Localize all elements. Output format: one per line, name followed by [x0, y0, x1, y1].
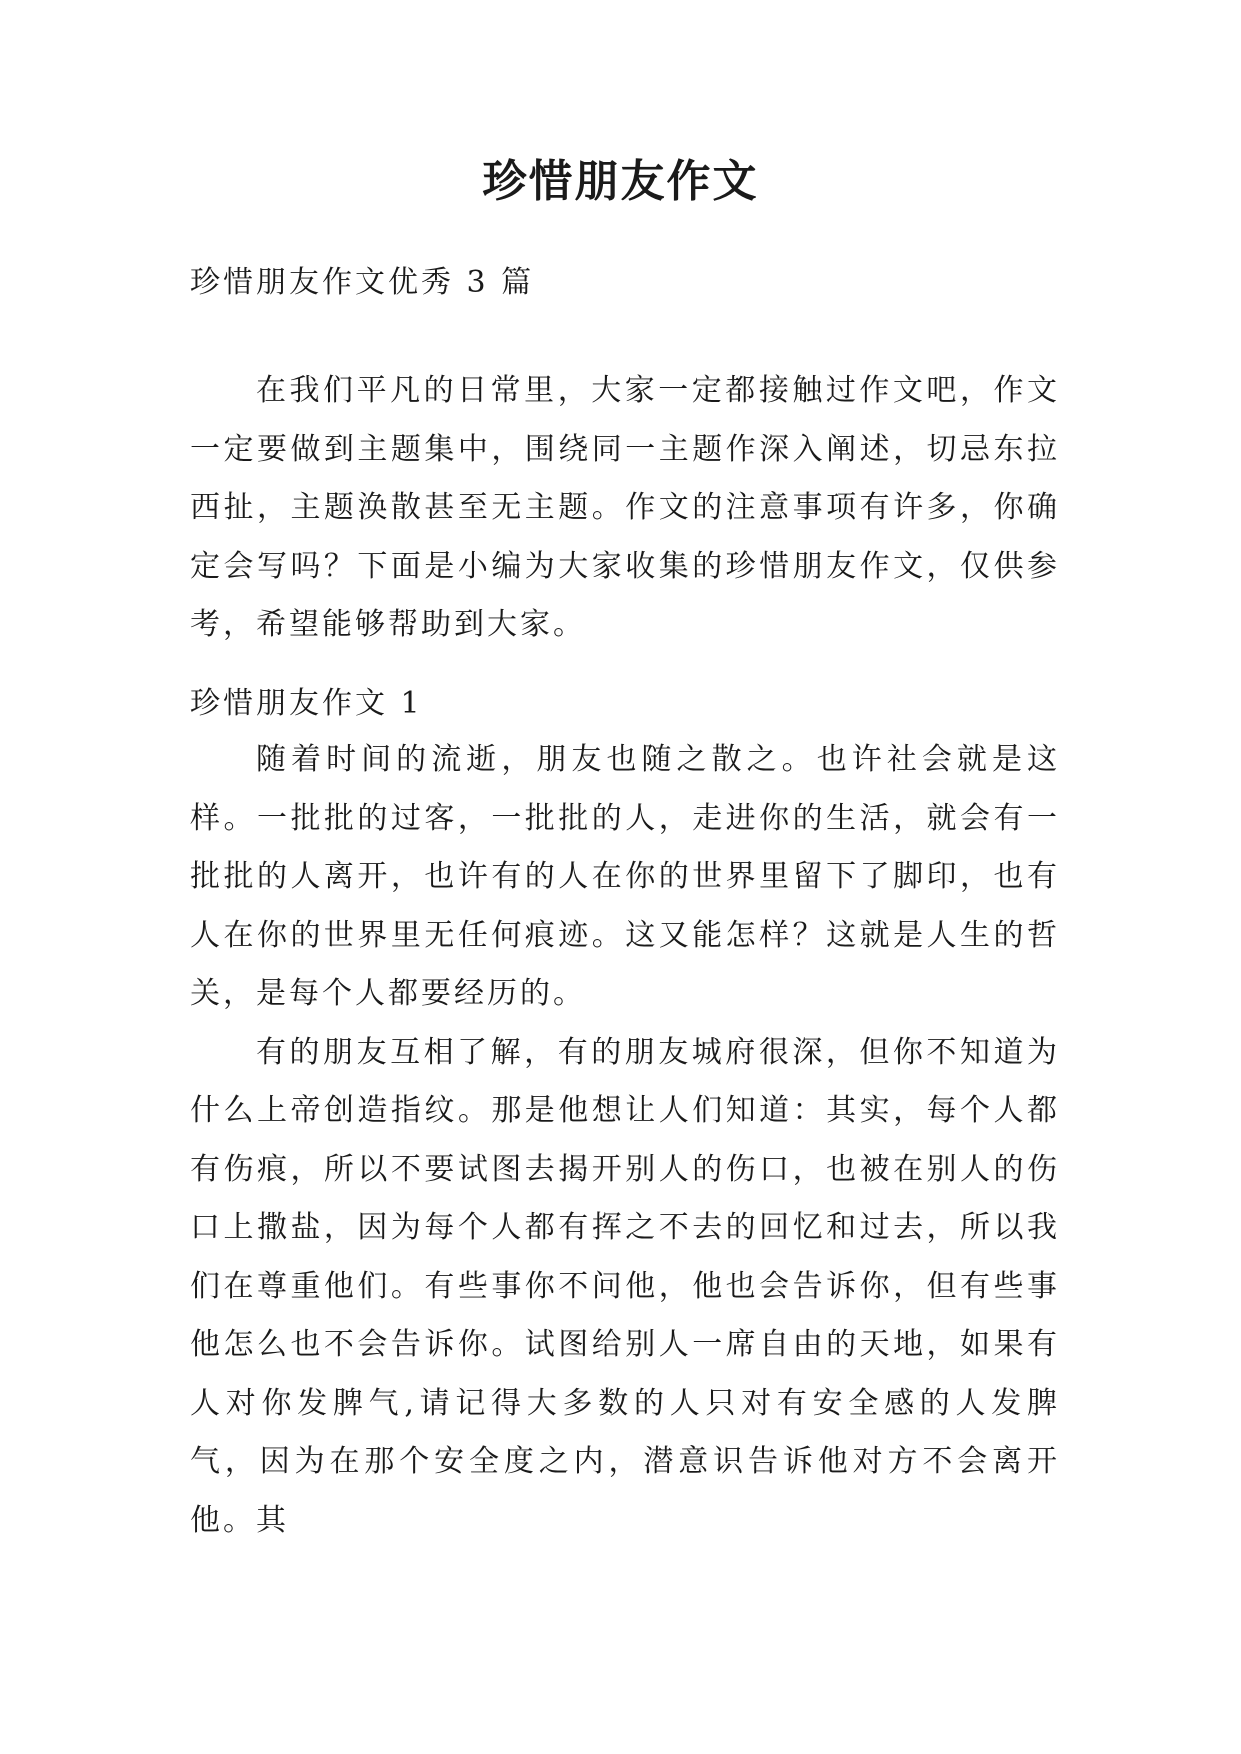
document-subtitle: 珍惜朋友作文优秀 3 篇 [190, 265, 535, 300]
intro-block [190, 362, 1060, 655]
document-title: 珍惜朋友作文 [482, 156, 759, 207]
section-body [190, 731, 1060, 1550]
section-heading: 珍惜朋友作文 1 [190, 686, 423, 721]
body-paragraph: 有的朋友互相了解，有的朋友城府很深，但你不知道为什么上帝创造指纹。那是他想让人们知道：其实，每个人都有伤痕，所以不要试图去揭开别人的伤口，也被在别人的伤口上撒盐，因为每个人都有挥之不去的回忆和过去，所以我们在尊重他们。有些事你不问他，他也会告诉你，但有些事他怎么也不会告诉你。试图给别人一席自由的天地，如果有人对你发脾气,请记得大多数的人只对有安全感的人发脾气，因为在那个安全度之内，潜意识告诉他对方不会离开他。其 [190, 1034, 1060, 1538]
body-paragraph: 随着时间的流逝，朋友也随之散之。也许社会就是这样。一批批的过客，一批批的人，走进你的生活，就会有一批批的人离开，也许有的人在你的世界里留下了脚印，也有人在你的世界里无任何痕迹。这又能怎样？这就是人生的哲关，是每个人都要经历的。 [190, 742, 1060, 1011]
intro-paragraph: 在我们平凡的日常里，大家一定都接触过作文吧，作文一定要做到主题集中，围绕同一主题作深入阐述，切忌东拉西扯，主题涣散甚至无主题。作文的注意事项有许多，你确定会写吗？下面是小编为大家收集的珍惜朋友作文，仅供参考，希望能够帮助到大家。 [190, 373, 1060, 642]
